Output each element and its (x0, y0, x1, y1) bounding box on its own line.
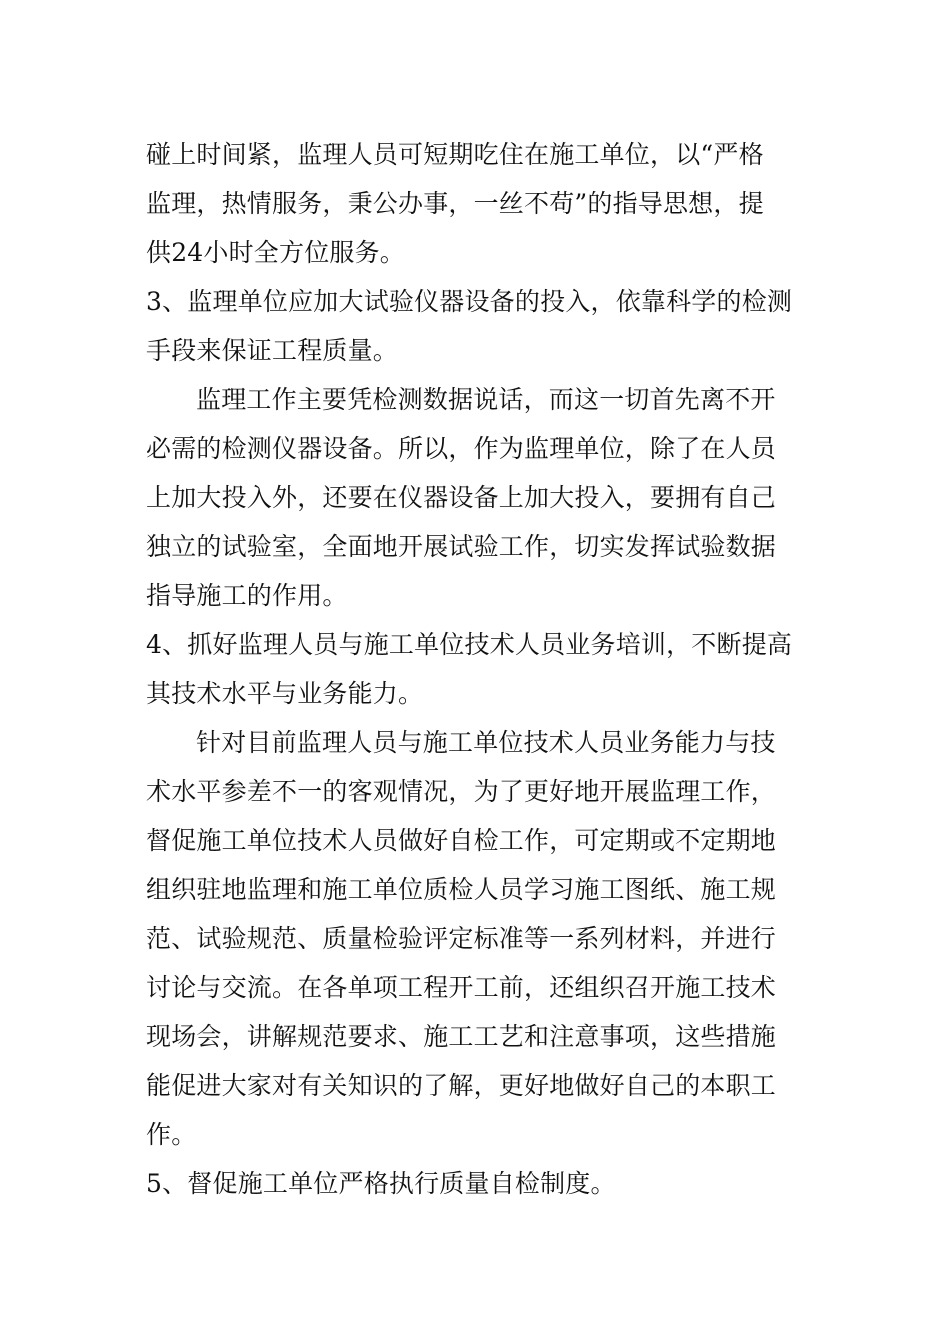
text-line: 督促施工单位技术人员做好自检工作，可定期或不定期地 (146, 826, 777, 855)
text-line: 术水平参差不一的客观情况，为了更好地开展监理工作， (146, 777, 777, 806)
paragraph-start: 监理工作主要凭检测数据说话，而这一切首先离不开 (196, 385, 776, 414)
text-line: 供24小时全方位服务。 (146, 238, 406, 267)
document-body (146, 130, 811, 1208)
text-line: 现场会，讲解规范要求、施工工艺和注意事项，这些措施 (146, 1022, 777, 1051)
text-line: 指导施工的作用。 (146, 581, 348, 610)
text-line: 能促进大家对有关知识的了解，更好地做好自己的本职工 (146, 1071, 777, 1100)
section-heading-4-cont: 其技术水平与业务能力。 (146, 679, 424, 708)
text-line: 上加大投入外，还要在仪器设备上加大投入，要拥有自己 (146, 483, 777, 512)
text-line: 监理，热情服务，秉公办事，一丝不苟”的指导思想，提 (146, 189, 764, 218)
text-line: 作。 (146, 1120, 197, 1149)
section-heading-5: 5、督促施工单位严格执行质量自检制度。 (146, 1169, 616, 1198)
section-heading-3-cont: 手段来保证工程质量。 (146, 336, 399, 365)
text-line: 范、试验规范、质量检验评定标准等一系列材料，并进行 (146, 924, 777, 953)
section-heading-4: 4、抓好监理人员与施工单位技术人员业务培训，不断提高 (146, 630, 793, 659)
text-line: 讨论与交流。在各单项工程开工前，还组织召开施工技术 (146, 973, 777, 1002)
text-line: 组织驻地监理和施工单位质检人员学习施工图纸、施工规 (146, 875, 777, 904)
text-line: 独立的试验室，全面地开展试验工作，切实发挥试验数据 (146, 532, 777, 561)
paragraph-start: 针对目前监理人员与施工单位技术人员业务能力与技 (196, 728, 776, 757)
text-line: 碰上时间紧，监理人员可短期吃住在施工单位，以“严格 (146, 140, 764, 169)
section-heading-3: 3、监理单位应加大试验仪器设备的投入，依靠科学的检测 (146, 287, 793, 316)
text-line: 必需的检测仪器设备。所以，作为监理单位，除了在人员 (146, 434, 777, 463)
